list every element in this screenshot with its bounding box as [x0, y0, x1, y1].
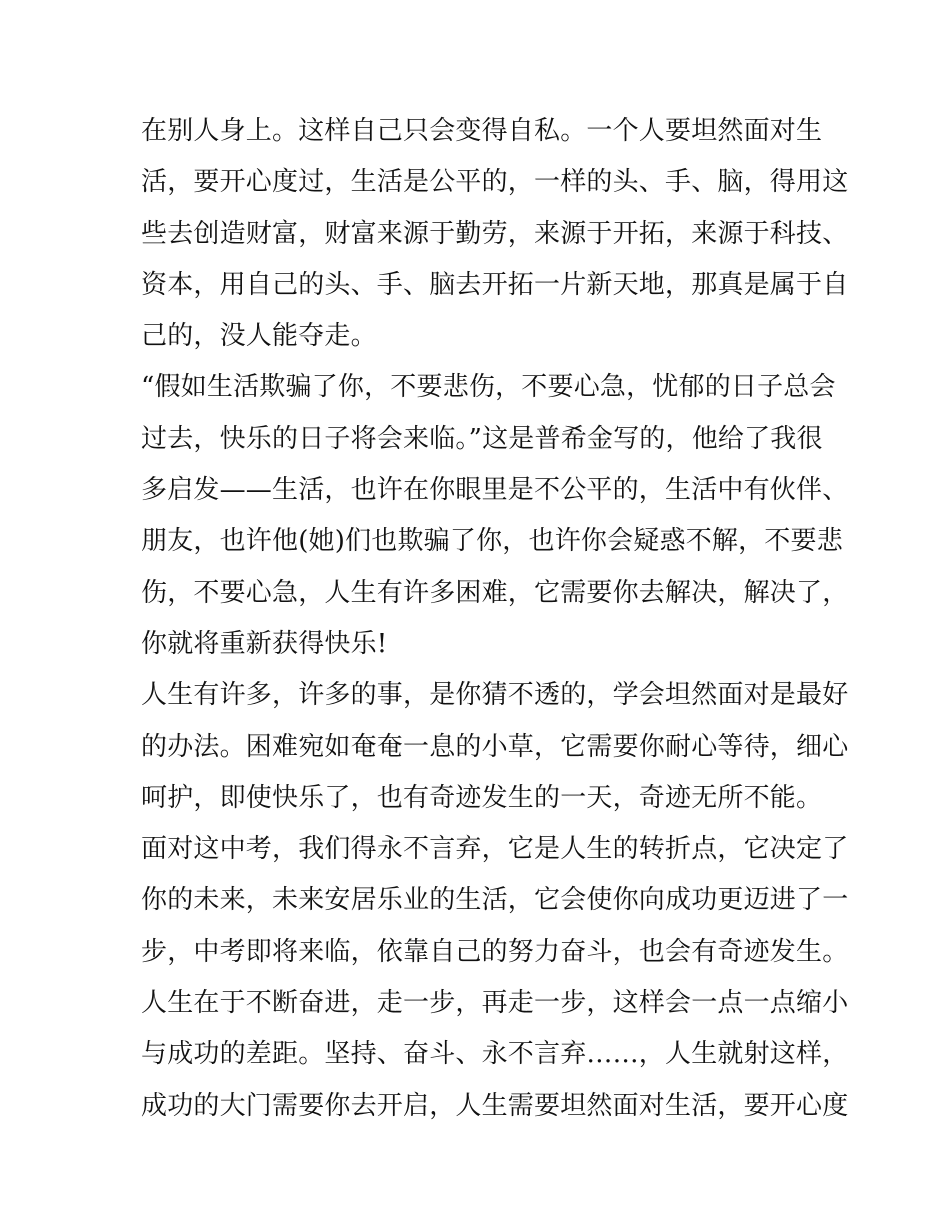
text-line: 与成功的差距。坚持、奋斗、永不言弃……，人生就射这样，	[141, 1039, 849, 1070]
text-line: 过去，快乐的日子将会来临。”这是普希金写的，他给了我很	[141, 423, 823, 454]
text-line: 朋友，也许他(她)们也欺骗了你，也许你会疑惑不解，不要悲	[141, 526, 843, 557]
text-line: 多启发——生活，也许在你眼里是不公平的，生活中有伙伴、	[141, 475, 849, 506]
text-line: 资本，用自己的头、手、脑去开拓一片新天地，那真是属于自	[141, 269, 849, 300]
text-line: 面对这中考，我们得永不言弃，它是人生的转折点，它决定了	[141, 834, 849, 865]
text-line: 成功的大门需要你去开启，人生需要坦然面对生活，要开心度	[141, 1090, 849, 1121]
text-line: 人生在于不断奋进，走一步，再走一步，这样会一点一点缩小	[141, 988, 849, 1019]
text-line: 伤，不要心急，人生有许多困难，它需要你去解决，解决了，	[141, 577, 849, 608]
text-line: 你就将重新获得快乐!	[141, 628, 388, 659]
text-line: 活，要开心度过，生活是公平的，一样的头、手、脑，得用这	[141, 167, 849, 198]
text-line: 呵护，即使快乐了，也有奇迹发生的一天，奇迹无所不能。	[141, 782, 823, 813]
text-line: 人生有许多，许多的事，是你猜不透的，学会坦然面对是最好	[141, 680, 849, 711]
text-line: 你的未来，未来安居乐业的生活，它会使你向成功更迈进了一	[141, 885, 849, 916]
text-line: 在别人身上。这样自己只会变得自私。一个人要坦然面对生	[141, 116, 823, 146]
text-line: “假如生活欺骗了你，不要悲伤，不要心急，忧郁的日子总会	[141, 372, 836, 403]
text-line: 步，中考即将来临，依靠自己的努力奋斗，也会有奇迹发生。	[141, 936, 849, 967]
text-line: 的办法。困难宛如奄奄一息的小草，它需要你耐心等待，细心	[141, 731, 849, 762]
text-line: 己的，没人能夺走。	[141, 321, 377, 352]
body-text	[141, 106, 849, 1132]
text-line: 些去创造财富，财富来源于勤劳，来源于开拓，来源于科技、	[141, 218, 849, 249]
